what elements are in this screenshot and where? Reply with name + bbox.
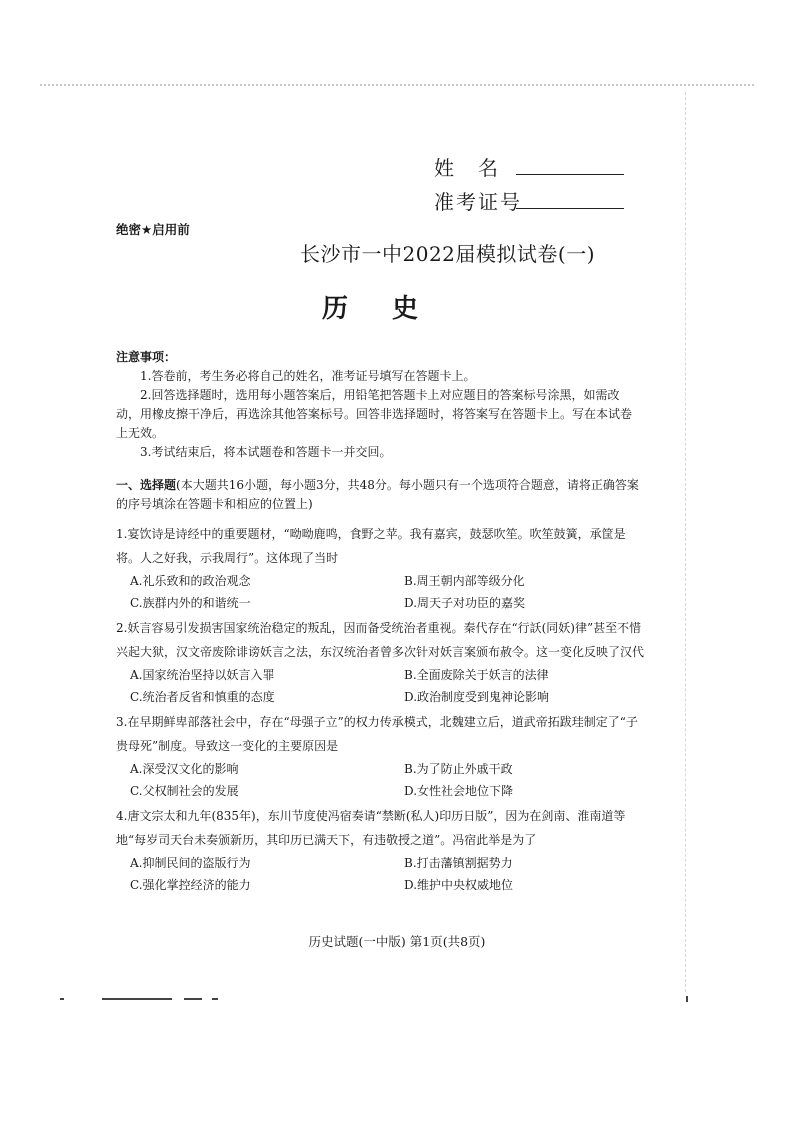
option-d: D.女性社会地位下降 bbox=[404, 784, 514, 798]
option-a: A.深受汉文化的影响 bbox=[130, 762, 239, 776]
question-stem: 2.妖言容易引发损害国家统治稳定的叛乱，因而备受统治者重视。秦代存在“行訞(同妖)律”甚至不惜兴起大狱，汉文帝废除诽谤妖言之法，东汉统治者曾多次针对妖言案颁布赦令。这一变化反映了汉代 bbox=[116, 621, 645, 659]
option-a: A.抑制民间的盗版行为 bbox=[130, 856, 251, 870]
question-options bbox=[116, 570, 644, 614]
question-3 bbox=[116, 710, 644, 802]
scan-edge-line bbox=[685, 92, 686, 992]
page-footer: 历史试题(一中版) 第1页(共8页) bbox=[308, 934, 486, 949]
scan-marks-bottom bbox=[60, 998, 230, 1000]
option-a: A.国家统治坚持以妖言入罪 bbox=[130, 668, 275, 682]
section-desc: (本大题共16小题，每小题3分，共48分。每小题只有一个选项符合题意，请将正确答案的序号填涂在答题卡和相应的位置上) bbox=[116, 478, 639, 511]
option-b: B.打击藩镇割据势力 bbox=[404, 856, 513, 870]
option-d: D.维护中央权威地位 bbox=[404, 878, 514, 892]
option-c: C.父权制社会的发展 bbox=[130, 784, 239, 798]
scan-noise-top bbox=[40, 84, 754, 86]
id-label: 准考证号 bbox=[434, 190, 522, 214]
name-blank[interactable] bbox=[516, 174, 624, 175]
id-blank[interactable] bbox=[516, 208, 624, 209]
notes-title: 注意事项： bbox=[116, 350, 177, 364]
option-a: A.礼乐致和的政治观念 bbox=[130, 574, 251, 588]
question-options bbox=[116, 852, 644, 896]
question-stem: 4.唐文宗太和九年(835年)，东川节度使冯宿奏请“禁断(私人)印历日版”，因为在剑南、淮南道等地“每岁司天台未奏颁新历，其印历已满天下，有违敬授之道”。冯宿此举是为了 bbox=[116, 809, 626, 847]
option-b: B.为了防止外戚干政 bbox=[404, 762, 513, 776]
question-stem: 3.在早期鲜卑部落社会中，存在“母强子立”的权力传承模式，北魏建立后，道武帝拓跋珪制定了“子贵母死”制度。导致这一变化的主要原因是 bbox=[116, 715, 638, 753]
option-d: D.政治制度受到鬼神论影响 bbox=[404, 690, 550, 704]
note-item: 1.答卷前，考生务必将自己的姓名，准考证号填写在答题卡上。 bbox=[140, 369, 476, 383]
subject-title: 历史 bbox=[322, 294, 463, 324]
option-b: B.全面废除关于妖言的法律 bbox=[404, 668, 549, 682]
id-field bbox=[434, 186, 634, 220]
question-options bbox=[116, 664, 644, 708]
note-item: 3.考试结束后，将本试题卷和答题卡一并交回。 bbox=[140, 445, 392, 459]
question-1 bbox=[116, 522, 644, 614]
question-4 bbox=[116, 804, 644, 896]
option-c: C.族群内外的和谐统一 bbox=[130, 596, 251, 610]
question-2 bbox=[116, 616, 644, 708]
question-options bbox=[116, 758, 644, 802]
option-c: C.统治者反省和慎重的态度 bbox=[130, 690, 275, 704]
secret-label: 绝密★启用前 bbox=[116, 222, 190, 237]
section-header bbox=[116, 476, 644, 514]
exam-title: 长沙市一中2022届模拟试卷(一) bbox=[300, 242, 596, 266]
question-stem: 1.宴饮诗是诗经中的重要题材，“呦呦鹿鸣，食野之苹。我有嘉宾，鼓瑟吹笙。吹笙鼓簧，承筐是将。人之好我，示我周行”。这体现了当时 bbox=[116, 527, 626, 565]
scan-corner-mark bbox=[686, 996, 688, 1002]
questions-list bbox=[116, 522, 644, 898]
option-c: C.强化掌控经济的能力 bbox=[130, 878, 251, 892]
name-label: 姓 名 bbox=[434, 156, 500, 180]
option-b: B.周王朝内部等级分化 bbox=[404, 574, 525, 588]
candidate-fields bbox=[434, 152, 634, 220]
notes-block bbox=[116, 348, 636, 462]
section-title: 一、选择题 bbox=[116, 478, 177, 492]
option-d: D.周天子对功臣的嘉奖 bbox=[404, 596, 526, 610]
name-field bbox=[434, 152, 634, 186]
note-item: 2.回答选择题时，选用每小题答案后，用铅笔把答题卡上对应题目的答案标号涂黑，如需改动，用橡皮擦干净后，再选涂其他答案标号。回答非选择题时，将答案写在答题卡上。写在本试卷上无效。 bbox=[116, 388, 633, 440]
